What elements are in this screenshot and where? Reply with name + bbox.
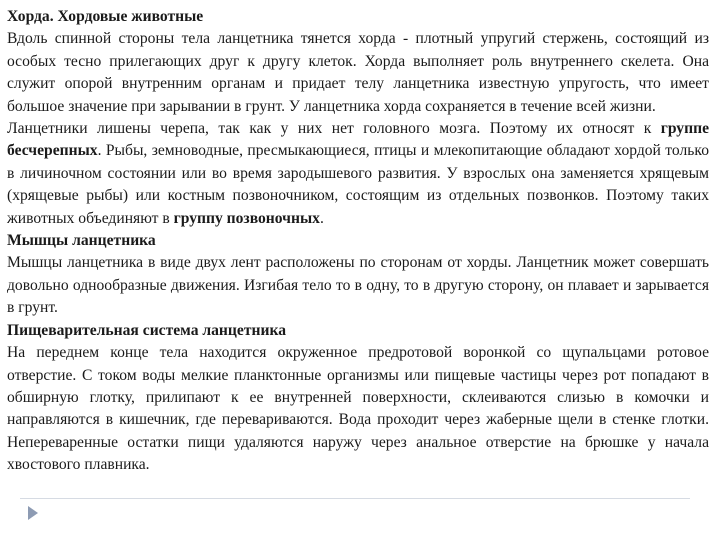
paragraph-digestion: На переднем конце тела находится окруженное предротовой воронкой со щупальцами ротовое отверстие. С током воды мелкие планктонные организмы или пищевые частицы через рот попадают в обширную глотку, прилипают к ее внутренней поверхности, склеиваются слизью в комочки и направляются в кишечник, где перевариваются. Вода проходит через жаберные щели в стенке глотки. Непереваренные остатки пищи удаляются наружу через анальное отверстие на брюшке у начала хвостового плавника. (7, 344, 709, 474)
section-title-chorda: Хорда. Хордовые животные (7, 8, 204, 25)
paragraph-muscles: Мышцы ланцетника в виде двух лент расположены по сторонам от хорды. Ланцетник может совершать довольно однообразные движения. Изгибая тело то в одну, то в другую сторону, он плавает и зарывается в грунт. (7, 254, 709, 317)
section-title-digestion: Пищеварительная система ланцетника (7, 321, 286, 339)
term-vertebrata: группу позвоночных (173, 209, 320, 227)
section-title-muscles: Мышцы ланцетника (7, 232, 156, 250)
paragraph-skull-text-c: . Рыбы, земноводные, пресмыкающиеся, птицы и млекопитающие обладают хордой только в личиночном состоянии или во время зародышевого развития. У взрослых она заменяется хрящевым (хрящевые рыбы) или костным позвоночником, состоящим из отдельных позвонков. Поэтому таких животных объединяют в (7, 142, 709, 227)
paragraph-skull-text-a: Ланцетники лишены черепа, так как у них нет головного мозга. Поэтому их относят к (7, 120, 661, 138)
term-acrania: группе бесчерепных (7, 120, 709, 160)
footer-divider (20, 498, 690, 499)
paragraph-chorda: Вдоль спинной стороны тела ланцетника тянется хорда - плотный упругий стержень, состоящий из особых тесно прилегающих друг к другу клеток. Хорда выполняет роль внутреннего скелета. Она служит опорой внутренним органам и придает телу ланцетника известную упругость, что имеет большое значение при зарывании в грунт. У ланцетника хорда сохраняется в течение всей жизни. (7, 30, 709, 115)
play-triangle-icon[interactable] (28, 506, 38, 520)
document-page (7, 6, 709, 477)
paragraph-skull-text-e: . (319, 209, 324, 227)
paragraph-skull (7, 118, 709, 230)
